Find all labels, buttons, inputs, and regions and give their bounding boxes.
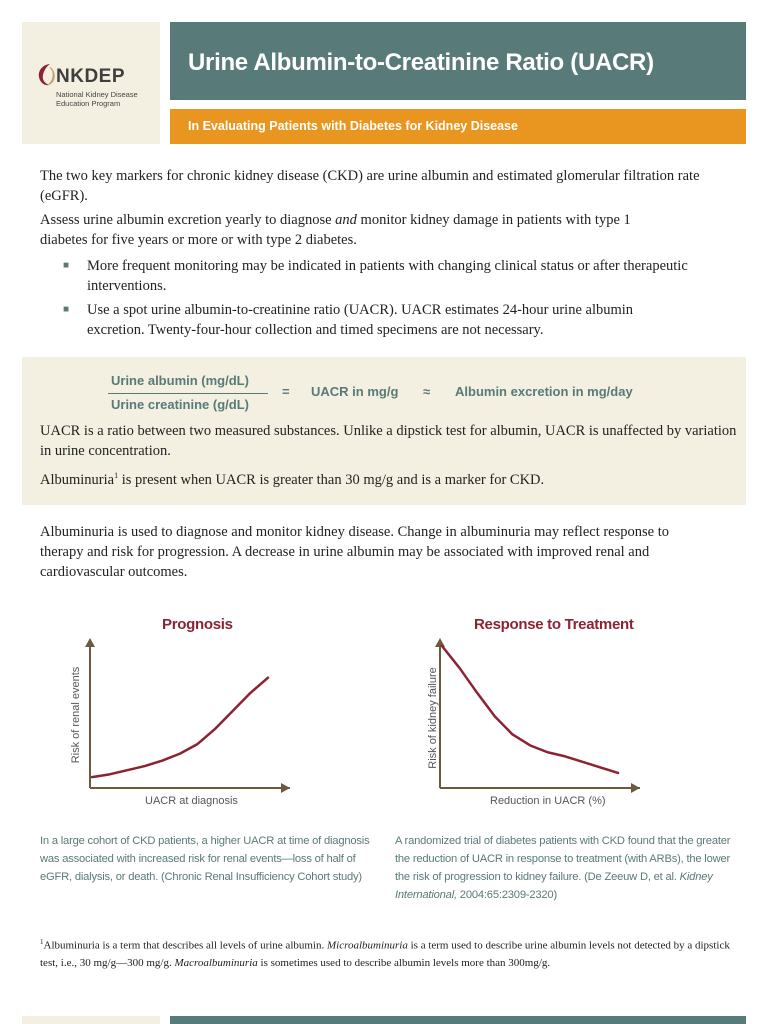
page-subtitle: In Evaluating Patients with Diabetes for Kidney Disease — [188, 119, 518, 133]
intro-p2-text-b: monitor kidney damage in patients with type 1 diabetes for five years or more or with type 2 diabetes. — [40, 212, 631, 248]
logo-subtitle: National Kidney Disease Education Program — [56, 90, 138, 108]
intro-p2-emphasis: and — [335, 212, 357, 228]
footnote — [40, 934, 740, 972]
formula-denominator: Urine creatinine (g/dL) — [111, 397, 249, 412]
formula-result: UACR in mg/g — [311, 384, 399, 399]
response-ylabel: Risk of kidney failure — [427, 667, 439, 769]
caption-prognosis: In a large cohort of CKD patients, a higher UACR at time of diagnosis was associated with increased risk for renal events—loss of half of eGFR, dialysis, or death. (Chronic Renal Insufficiency Cohort study) — [40, 835, 370, 883]
footnote-text-1: Albuminuria is a term that describes all levels of urine albumin. — [43, 939, 327, 952]
caption-response-text-a: A randomized trial of diabetes patients with CKD found that the greater the reduction of UACR in response to treatment (with ARBs), the lower the risk of progression to kidney failure. (De Zeeuw D, et al. — [395, 835, 731, 883]
formula-numerator: Urine albumin (mg/dL) — [111, 373, 249, 388]
caption-response — [395, 832, 740, 904]
footer-bar-right — [170, 1016, 746, 1024]
chart-title-prognosis: Prognosis — [162, 616, 233, 633]
footer-bar-left — [22, 1016, 160, 1024]
formula-approx: ≈ — [423, 384, 431, 399]
logo-panel — [22, 22, 160, 144]
footnote-text-2: is a term used to describe urine albumin levels not detected by a dipstick test, i.e., 30 mg/g—300 mg/g. — [40, 939, 730, 969]
monitor-paragraph: Albuminuria is used to diagnose and monitor kidney disease. Change in albuminuria may reflect response to therapy and risk for progression. A decrease in urine albumin may be associated with improved renal and cardiovascular outcomes. — [40, 524, 669, 580]
albuminuria-term: Albuminuria — [40, 471, 115, 488]
nkdep-logo-icon — [36, 62, 56, 88]
response-series-line — [442, 646, 618, 773]
subtitle-bar — [170, 109, 746, 144]
page-title: Urine Albumin-to-Creatinine Ratio (UACR) — [188, 49, 654, 76]
formula-p2-text: is present when UACR is greater than 30 mg/g and is a marker for CKD. — [118, 471, 545, 488]
bullet-item-2: Use a spot urine albumin-to-creatinine ratio (UACR). UACR estimates 24-hour urine albumin excretion. Twenty-four-hour collection and timed specimens are not necessary. — [87, 302, 634, 338]
title-bar — [170, 22, 746, 100]
prognosis-y-arrow-icon — [85, 638, 95, 647]
response-y-arrow-icon — [435, 638, 445, 647]
footnote-ref: 1 — [114, 471, 119, 480]
footnote-text-3: is sometimes used to describe albumin levels more than 300mg/g. — [257, 956, 551, 969]
formula-paragraph-2 — [40, 466, 740, 490]
logo-name: NKDEP — [56, 66, 126, 87]
intro-paragraph-2 — [40, 210, 680, 250]
response-xlabel: Reduction in UACR (%) — [490, 795, 606, 807]
formula-equivalent: Albumin excretion in mg/day — [455, 384, 633, 399]
prognosis-x-arrow-icon — [281, 783, 290, 793]
prognosis-xlabel: UACR at diagnosis — [145, 795, 238, 807]
caption-journal: Kidney International, — [395, 871, 713, 901]
bullet-item-1: More frequent monitoring may be indicated in patients with changing clinical status or after therapeutic interventions. — [87, 258, 688, 294]
footnote-term-micro: Microalbuminuria — [326, 939, 408, 952]
prognosis-series-line — [92, 678, 268, 777]
chart-title-response: Response to Treatment — [474, 616, 634, 633]
bullet-square-icon: ■ — [63, 304, 70, 315]
formula-equals: = — [282, 384, 290, 399]
caption-response-text-b: 2004:65:2309-2320) — [456, 889, 557, 901]
response-chart — [410, 624, 650, 800]
prognosis-ylabel: Risk of renal events — [70, 666, 82, 764]
intro-p2-text-a: Assess urine albumin excretion yearly to diagnose — [40, 212, 336, 228]
bullet-square-icon: ■ — [63, 260, 70, 271]
response-x-arrow-icon — [631, 783, 640, 793]
intro-paragraph-1: The two key markers for chronic kidney disease (CKD) are urine albumin and estimated glomerular filtration rate (eGFR). — [40, 168, 700, 204]
prognosis-chart — [60, 624, 300, 800]
fraction-line — [108, 393, 268, 394]
footnote-marker: 1 — [40, 938, 44, 946]
formula-paragraph-1: UACR is a ratio between two measured substances. Unlike a dipstick test for albumin, UACR is unaffected by variation in urine concentration. — [40, 423, 737, 459]
footnote-term-macro: Macroalbuminuria — [174, 956, 258, 969]
